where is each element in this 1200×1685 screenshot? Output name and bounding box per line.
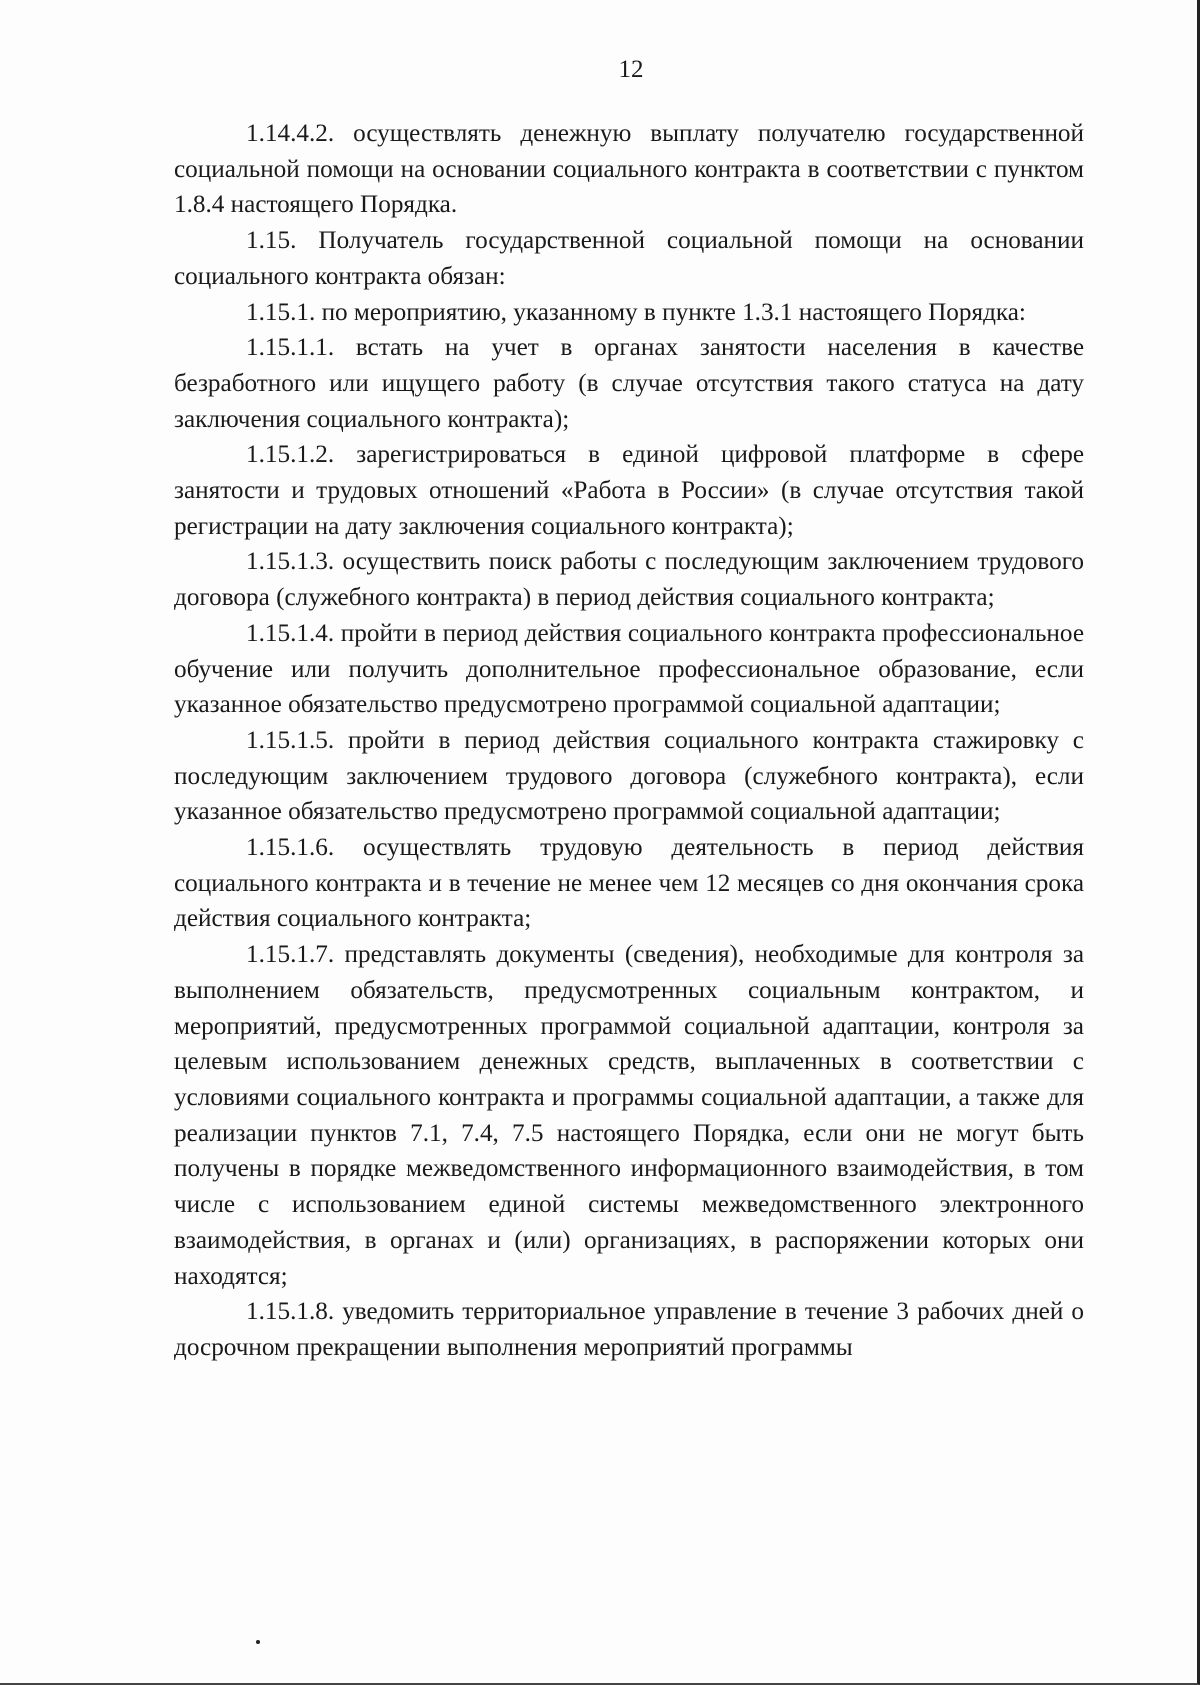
paragraph-1-15-1-6: 1.15.1.6. осуществлять трудовую деятельность в период действия социального контракта и в течение не менее чем 12 месяцев со дня окончания срока действия социального контракта; xyxy=(174,834,1084,933)
paragraph-1-14-4-2: 1.14.4.2. осуществлять денежную выплату получателю государственной социальной помощи на основании социального контракта в соответствии с пунктом 1.8.4 настоящего Порядка. xyxy=(174,120,1084,219)
paragraph-1-15-1: 1.15.1. по мероприятию, указанному в пункте 1.3.1 настоящего Порядка: xyxy=(246,298,1026,326)
paragraph-1-15-1-8: 1.15.1.8. уведомить территориальное управление в течение 3 рабочих дней о досрочном прекращении выполнения мероприятий программы xyxy=(174,1298,1084,1361)
paragraph-1-15-1-7: 1.15.1.7. представлять документы (сведения), необходимые для контроля за выполнением обязательств, предусмотренных социальным контрактом, и мероприятий, предусмотренных программой социальной адаптации, контроля за целевым использованием денежных средств, выплаченных в соответствии с условиями социального контракта и программы социальной адаптации, а также для реализации пунктов 7.1, 7.4, 7.5 настоящего Порядка, если они не могут быть получены в порядке межведомственного информационного взаимодействия, в том числе с использованием единой системы межведомственного электронного взаимодействия, в органах и (или) организациях, в распоряжении которых они находятся; xyxy=(174,941,1084,1290)
page-number: 12 xyxy=(618,56,644,83)
scan-speck xyxy=(256,1640,260,1644)
paragraph-1-15-1-5: 1.15.1.5. пройти в период действия социального контракта стажировку с последующим заключением трудового договора (служебного контракта), если указанное обязательство предусмотрено программой социальной адаптации; xyxy=(174,726,1084,826)
paragraph-1-15-1-4: 1.15.1.4. пройти в период действия социального контракта профессиональное обучение или получить дополнительное профессиональное образование, если указанное обязательство предусмотрено программой социальной адаптации; xyxy=(174,619,1084,719)
paragraph-1-15-1-1: 1.15.1.1. встать на учет в органах занятости населения в качестве безработного или ищущего работу (в случае отсутствия такого статуса на дату заключения социального контракта); xyxy=(174,334,1084,433)
paragraph-1-15-1-3: 1.15.1.3. осуществить поиск работы с последующим заключением трудового договора (служебного контракта) в период действия социального контракта; xyxy=(174,548,1084,612)
paragraph-1-15-1-2: 1.15.1.2. зарегистрироваться в единой цифровой платформе в сфере занятости и трудовых отношений «Работа в России» (в случае отсутствия такой регистрации на дату заключения социального контракта); xyxy=(174,441,1084,540)
document-body xyxy=(174,116,1084,1366)
paragraph-1-15: 1.15. Получатель государственной социальной помощи на основании социального контракта обязан: xyxy=(174,227,1084,290)
